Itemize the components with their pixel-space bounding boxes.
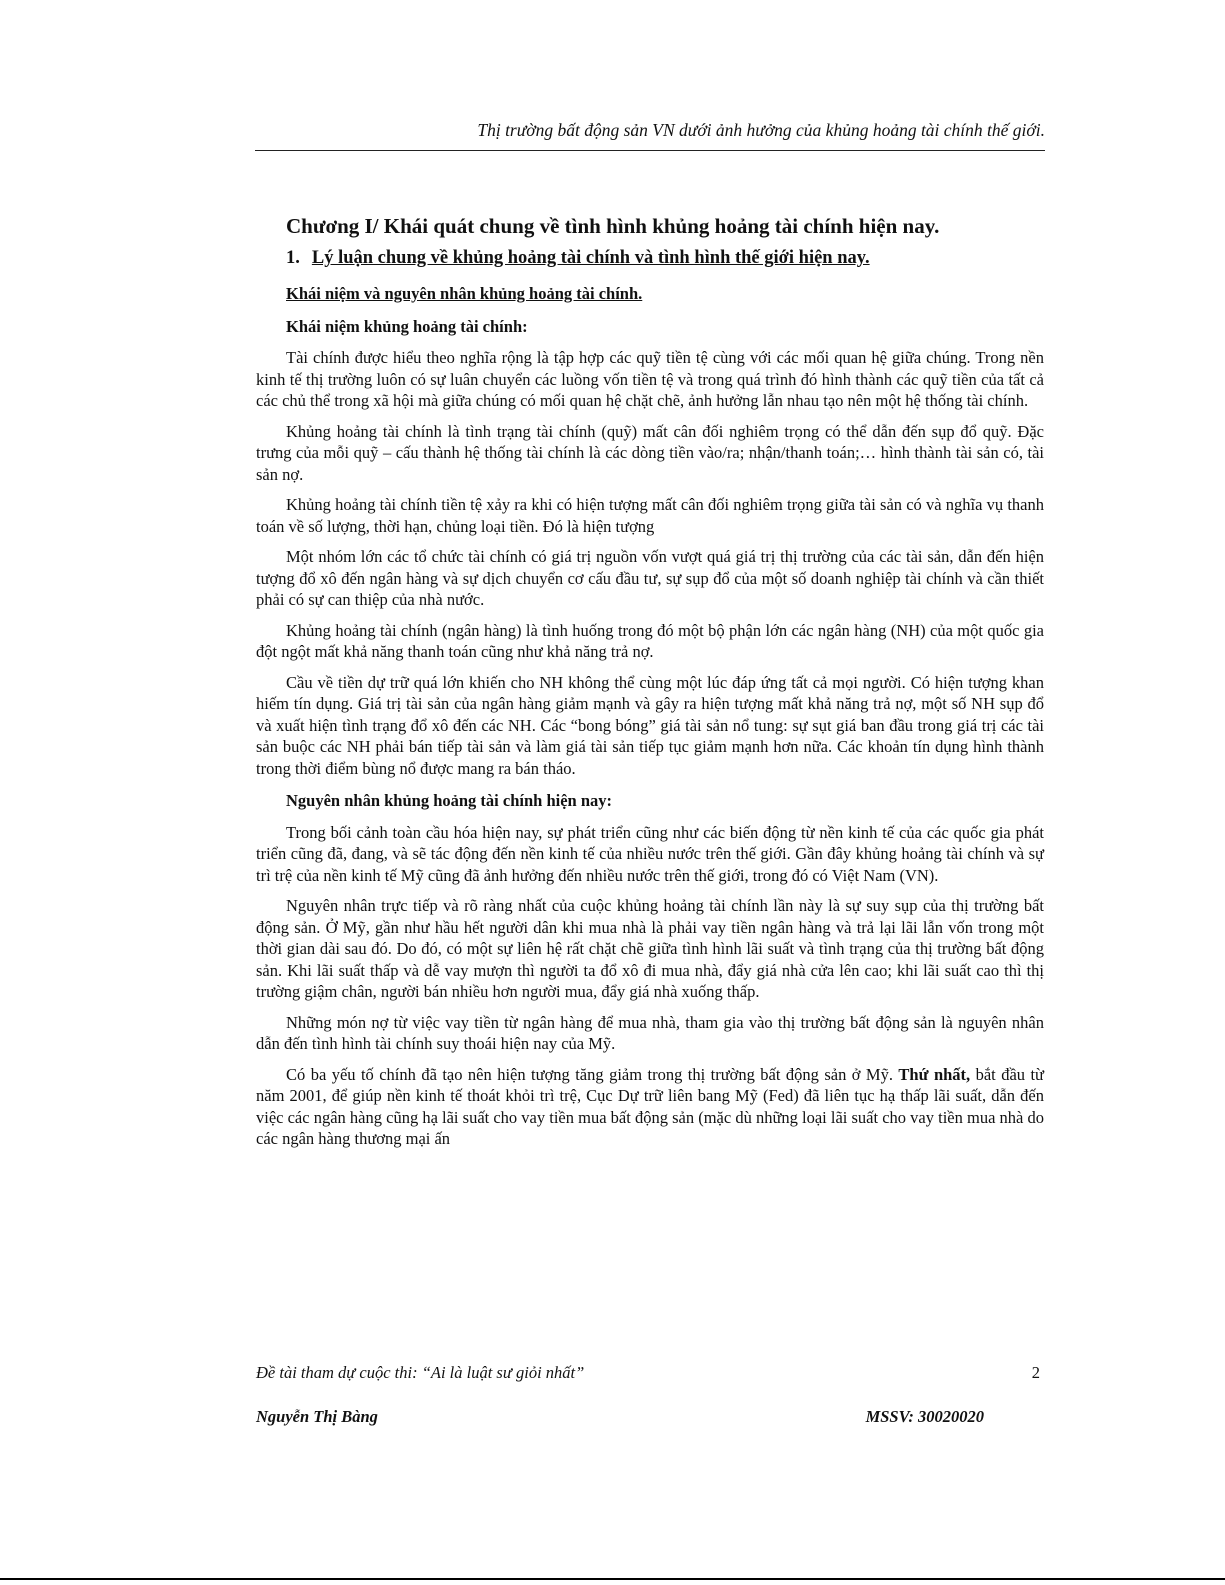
chapter-title: Chương I/ Khái quát chung về tình hình khủng hoảng tài chính hiện nay.	[286, 214, 940, 238]
paragraph-institutions: Một nhóm lớn các tổ chức tài chính có giá trị nguồn vốn vượt quá giá trị thị trường của các tài sản, dẫn đến hiện tượng đổ xô đến ngân hàng và sự dịch chuyển cơ cấu đầu tư, sự sụp đổ của một số doanh nghiệp tài chính và cần thiết phải có sự can thiệp của nhà nước.	[256, 547, 1044, 610]
first-factor-text: bắt đầu từ năm 2001, để giúp nền kinh tế thoát khỏi trì trệ, Cục Dự trữ liên bang Mỹ (Fed) đã liên tục hạ thấp lãi suất, dẫn đến việc các ngân hàng cũng hạ lãi suất cho vay tiền mua bất động sản (mặc dù những loại lãi suất cho vay tiền mua nhà do các ngân hàng thương mại ấn	[256, 1064, 1044, 1149]
paragraph-direct-cause: Nguyên nhân trực tiếp và rõ ràng nhất của cuộc khủng hoảng tài chính lần này là sự suy sụp của thị trường bất động sản. Ở Mỹ, gần như hầu hết người dân khi mua nhà là phải vay tiền ngân hàng và trả lại lãi lẫn vốn trong một thời gian dài sau đó. Do đó, có một sự liên hệ rất chặt chẽ giữa tình hình lãi suất và tình trạng của thị trường bất động sản. Khi lãi suất thấp và dễ vay mượn thì người ta đổ xô đi mua nhà, đẩy giá nhà cửa lên cao; khi lãi suất cao thì thị trường giậm chân, người bán nhiều hơn người mua, đẩy giá nhà xuống thấp.	[256, 896, 1044, 1002]
paragraph-banking-crisis: Khủng hoảng tài chính (ngân hàng) là tình huống trong đó một bộ phận lớn các ngân hàng (NH) của một quốc gia đột ngột mất khả năng thanh toán cũng như khả năng trả nợ.	[256, 620, 1044, 662]
paragraph-three-factors	[256, 1064, 1044, 1150]
concept-heading: Khái niệm khủng hoảng tài chính:	[286, 317, 528, 337]
section-title: Lý luận chung về khủng hoảng tài chính và tình hình thế giới hiện nay.	[311, 248, 870, 269]
section-heading	[286, 246, 1044, 272]
paragraph-crisis-definition: Khủng hoảng tài chính là tình trạng tài chính (quỹ) mất cân đối nghiêm trọng có thể dẫn đến sụp đổ quỹ. Đặc trưng của mỗi quỹ – cấu thành hệ thống tài chính là các dòng tiền vào/ra; nhận/thanh toán;… hình thành tài sản có, tài sản nợ.	[256, 421, 1044, 484]
causes-heading: Nguyên nhân khủng hoảng tài chính hiện nay:	[286, 791, 613, 811]
author-name: Nguyễn Thị Bàng	[256, 1407, 378, 1426]
running-header: Thị trường bất động sản VN dưới ảnh hưởng của khủng hoảng tài chính thế giới.	[477, 120, 1045, 140]
paragraph-finance-definition: Tài chính được hiểu theo nghĩa rộng là tập hợp các quỹ tiền tệ cùng với các mối quan hệ giữa chúng. Trong nền kinh tế thị trường luôn có sự luân chuyển các luồng vốn tiền tệ và trong quá trình đó hình thành các quỹ tiền của tất cả các chủ thể trong xã hội mà giữa chúng có mối quan hệ chặt chẽ, ảnh hưởng lẫn nhau tạo nên một hệ thống tài chính.	[256, 348, 1044, 411]
paragraph-monetary-crisis: Khủng hoảng tài chính tiền tệ xảy ra khi có hiện tượng mất cân đối nghiêm trọng giữa tài sản có và nghĩa vụ thanh toán về số lượng, thời hạn, chủng loại tiền. Đó là hiện tượng	[256, 495, 1044, 536]
first-factor-label: Thứ nhất,	[898, 1064, 971, 1084]
page-number: 2	[1031, 1363, 1040, 1382]
student-id: MSSV: 30020020	[865, 1407, 984, 1426]
paragraph-debts: Những món nợ từ việc vay tiền từ ngân hàng để mua nhà, tham gia vào thị trường bất động sản là nguyên nhân dẫn đến tình hình tài chính suy thoái hiện nay của Mỹ.	[256, 1012, 1044, 1054]
subsection-heading: Khái niệm và nguyên nhân khủng hoảng tài chính.	[286, 284, 643, 304]
three-factors-intro: Có ba yếu tố chính đã tạo nên hiện tượng tăng giảm trong thị trường bất động sản ở Mỹ.	[286, 1064, 893, 1084]
header-divider	[255, 150, 1045, 151]
paragraph-globalization: Trong bối cảnh toàn cầu hóa hiện nay, sự phát triển cũng như các biến động từ nền kinh tế của các quốc gia phát triển cũng đã, đang, và sẽ tác động đến nền kinh tế của nhiều nước trên thế giới. Gần đây khủng hoảng tài chính và sự trì trệ của nền kinh tế Mỹ cũng đã ảnh hưởng đến nhiều nước trên thế giới, trong đó có Việt Nam (VN).	[256, 822, 1044, 885]
footer-author-line	[256, 1407, 984, 1427]
footer-contest: Đề tài tham dự cuộc thi: “Ai là luật sư giỏi nhất”	[256, 1363, 585, 1382]
bottom-border	[0, 1578, 1225, 1580]
paragraph-reserve-demand: Cầu về tiền dự trữ quá lớn khiến cho NH không thể cùng một lúc đáp ứng tất cả mọi người. Có hiện tượng khan hiếm tín dụng. Giá trị tài sản của ngân hàng giảm mạnh và gây ra hiện tượng mất khả năng trả nợ, một số NH sụp đổ và xuất hiện tình trạng đổ xô đến các NH. Các “bong bóng” giá tài sản nổ tung: sự sụt giá ban đầu trong giá trị các tài sản buộc các NH phải bán tiếp tài sản và làm giá tài sản tiếp tục giảm mạnh hơn nữa. Các khoản tín dụng hình thành trong thời điểm bùng nổ được mang ra bán tháo.	[256, 672, 1044, 778]
section-number: 1.	[286, 248, 300, 269]
page-content	[256, 212, 1044, 1150]
footer-contest-line	[256, 1363, 1040, 1383]
